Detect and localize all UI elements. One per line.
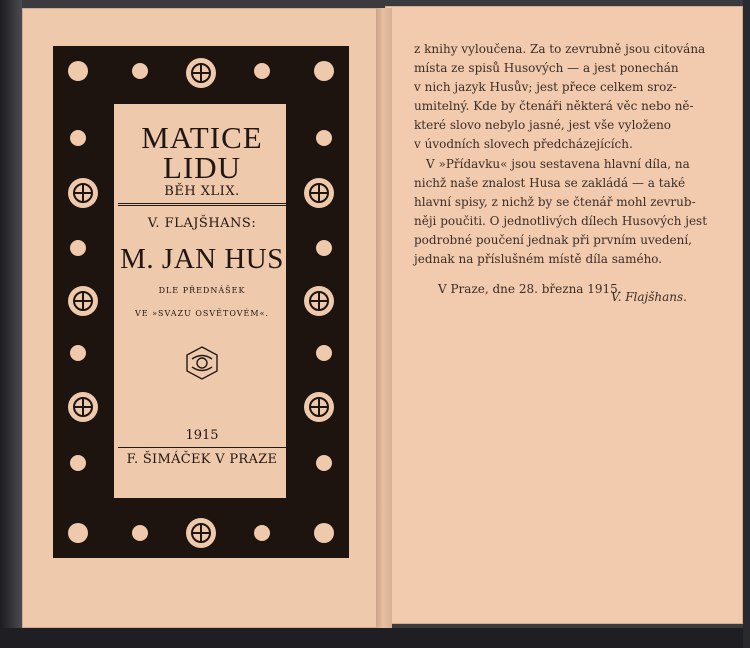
- author: V. FLAJŠHANS:: [147, 216, 257, 231]
- floral-ornament-icon: [181, 344, 223, 382]
- text-line: jednak na příslušném místě díla samého.: [414, 252, 663, 266]
- series-title-line2: LIDU: [162, 150, 242, 185]
- book-title: M. JAN HUS: [120, 243, 284, 275]
- text-line: v úvodních slovech předcházejících.: [414, 137, 633, 151]
- subtitle-line2: VE »SVAZU OSVĚTOVÉM«.: [134, 309, 270, 318]
- title-divider: [118, 203, 286, 206]
- publisher: F. ŠIMÁČEK V PRAZE: [118, 447, 286, 467]
- body-text: [414, 40, 708, 299]
- text-line: které slovo nebylo jasné, jest vše vyloženo: [414, 118, 672, 132]
- text-line: nichž naše znalost Husa se zakládá — a také: [414, 176, 686, 190]
- text-line: místa ze spisů Husových — a jest ponechán: [414, 61, 679, 75]
- text-line: umitelný. Kde by čtenáři některá věc nebo ně-: [414, 99, 694, 113]
- subtitle-line1: DLE PŘEDNÁŠEK: [158, 286, 246, 295]
- text-line: v nich jazyk Husův; jest přece celkem sroz-: [414, 80, 677, 94]
- series-title-line1: MATICE: [141, 120, 263, 155]
- text-line: z knihy vyloučena. Za to zevrubně jsou citována: [414, 42, 706, 56]
- book-bottom-edge: [0, 628, 750, 648]
- text-line: podrobné poučení jednak při prvním uvedení,: [414, 233, 692, 247]
- series-issue: BĚH XLIX.: [164, 184, 240, 199]
- book-gutter: [376, 8, 392, 628]
- text-line: V »Přídavku« jsou sestavena hlavní díla, na: [426, 157, 690, 171]
- year: 1915: [185, 428, 219, 443]
- text-line: hlavní spisy, z nichž by se čtenář mohl zevrub-: [414, 195, 696, 209]
- book-cover-edge: [0, 0, 22, 648]
- book-right-edge: [743, 0, 750, 648]
- title-block: [118, 120, 286, 483]
- date-line: V Praze, dne 28. března 1915.: [438, 282, 622, 296]
- signature: V. Flajšhans.: [611, 290, 687, 304]
- text-line: něji poučiti. O jednotlivých dílech Husových jest: [414, 214, 708, 228]
